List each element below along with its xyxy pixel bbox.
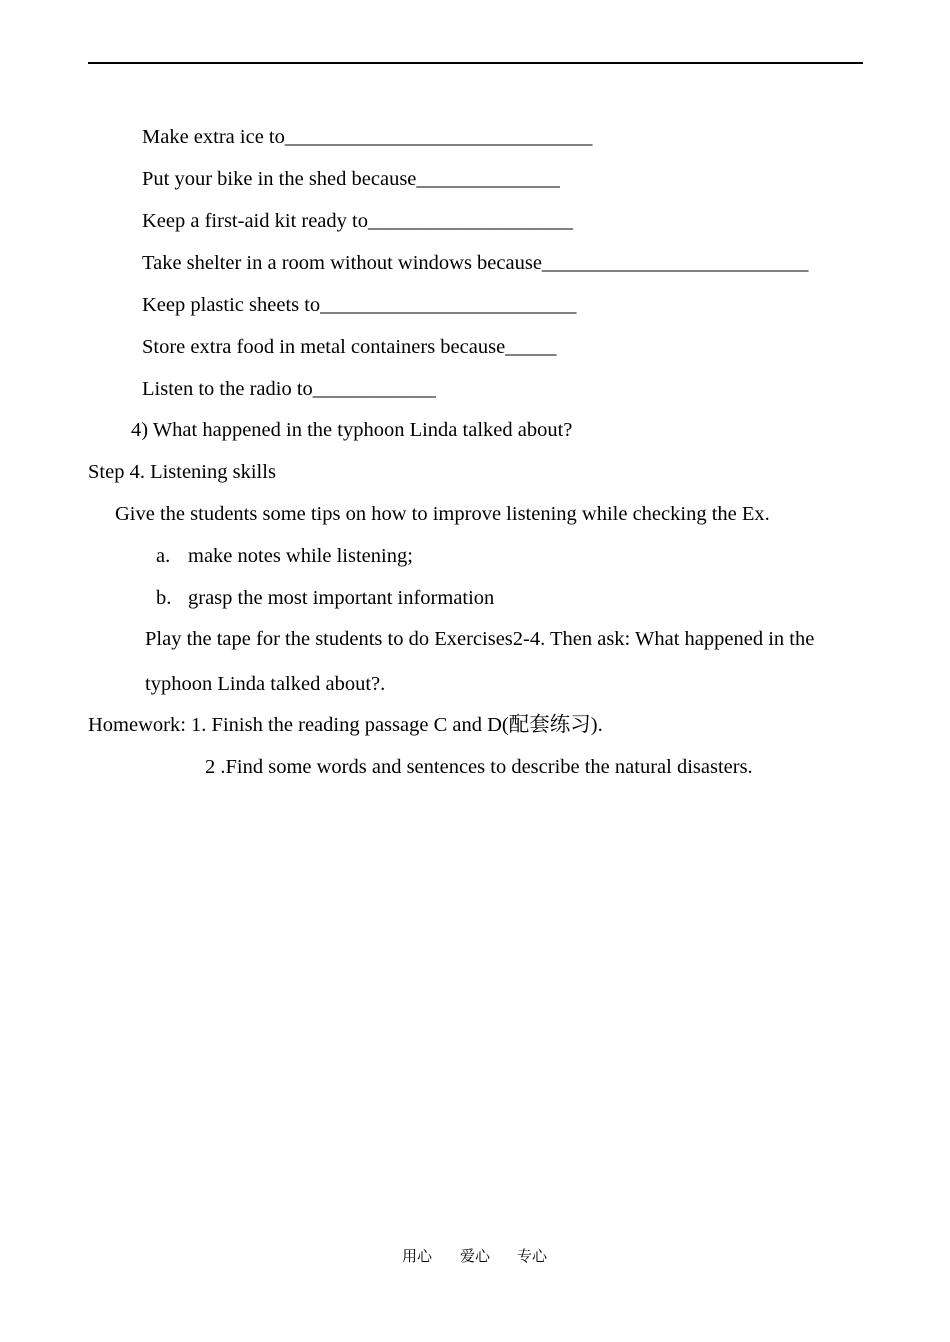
tip-a-marker: a. <box>156 545 171 567</box>
homework-line2: 2 .Find some words and sentences to describe the natural disasters. <box>205 756 753 778</box>
footer-word-1: 用心 <box>402 1247 433 1265</box>
footer-word-3: 专心 <box>517 1247 548 1265</box>
fill-in-bike-shed: Put your bike in the shed because______________ <box>142 168 560 190</box>
homework-line1: Homework: 1. Finish the reading passage C and D(配套练习). <box>88 714 603 736</box>
header-rule <box>88 62 863 64</box>
fill-in-plastic-sheets: Keep plastic sheets to_________________________ <box>142 294 577 316</box>
step4-paragraph-line2: typhoon Linda talked about?. <box>145 673 386 695</box>
footer-word-2: 爱心 <box>460 1247 491 1265</box>
fill-in-store-food: Store extra food in metal containers because_____ <box>142 336 557 358</box>
fill-in-radio: Listen to the radio to____________ <box>142 378 436 400</box>
tip-b-text: grasp the most important information <box>188 587 495 609</box>
step4-intro: Give the students some tips on how to improve listening while checking the Ex. <box>115 503 770 525</box>
tip-a-text: make notes while listening; <box>188 545 413 567</box>
fill-in-make-ice: Make extra ice to______________________________ <box>142 126 593 148</box>
fill-in-shelter: Take shelter in a room without windows because__________________________ <box>142 252 809 274</box>
tip-b-marker: b. <box>156 587 172 609</box>
fill-in-first-aid: Keep a first-aid kit ready to____________________ <box>142 210 573 232</box>
question-4: 4) What happened in the typhoon Linda talked about? <box>131 419 573 441</box>
step4-title: Step 4. Listening skills <box>88 461 276 483</box>
step4-paragraph-line1: Play the tape for the students to do Exercises2-4. Then ask: What happened in the <box>145 628 815 650</box>
